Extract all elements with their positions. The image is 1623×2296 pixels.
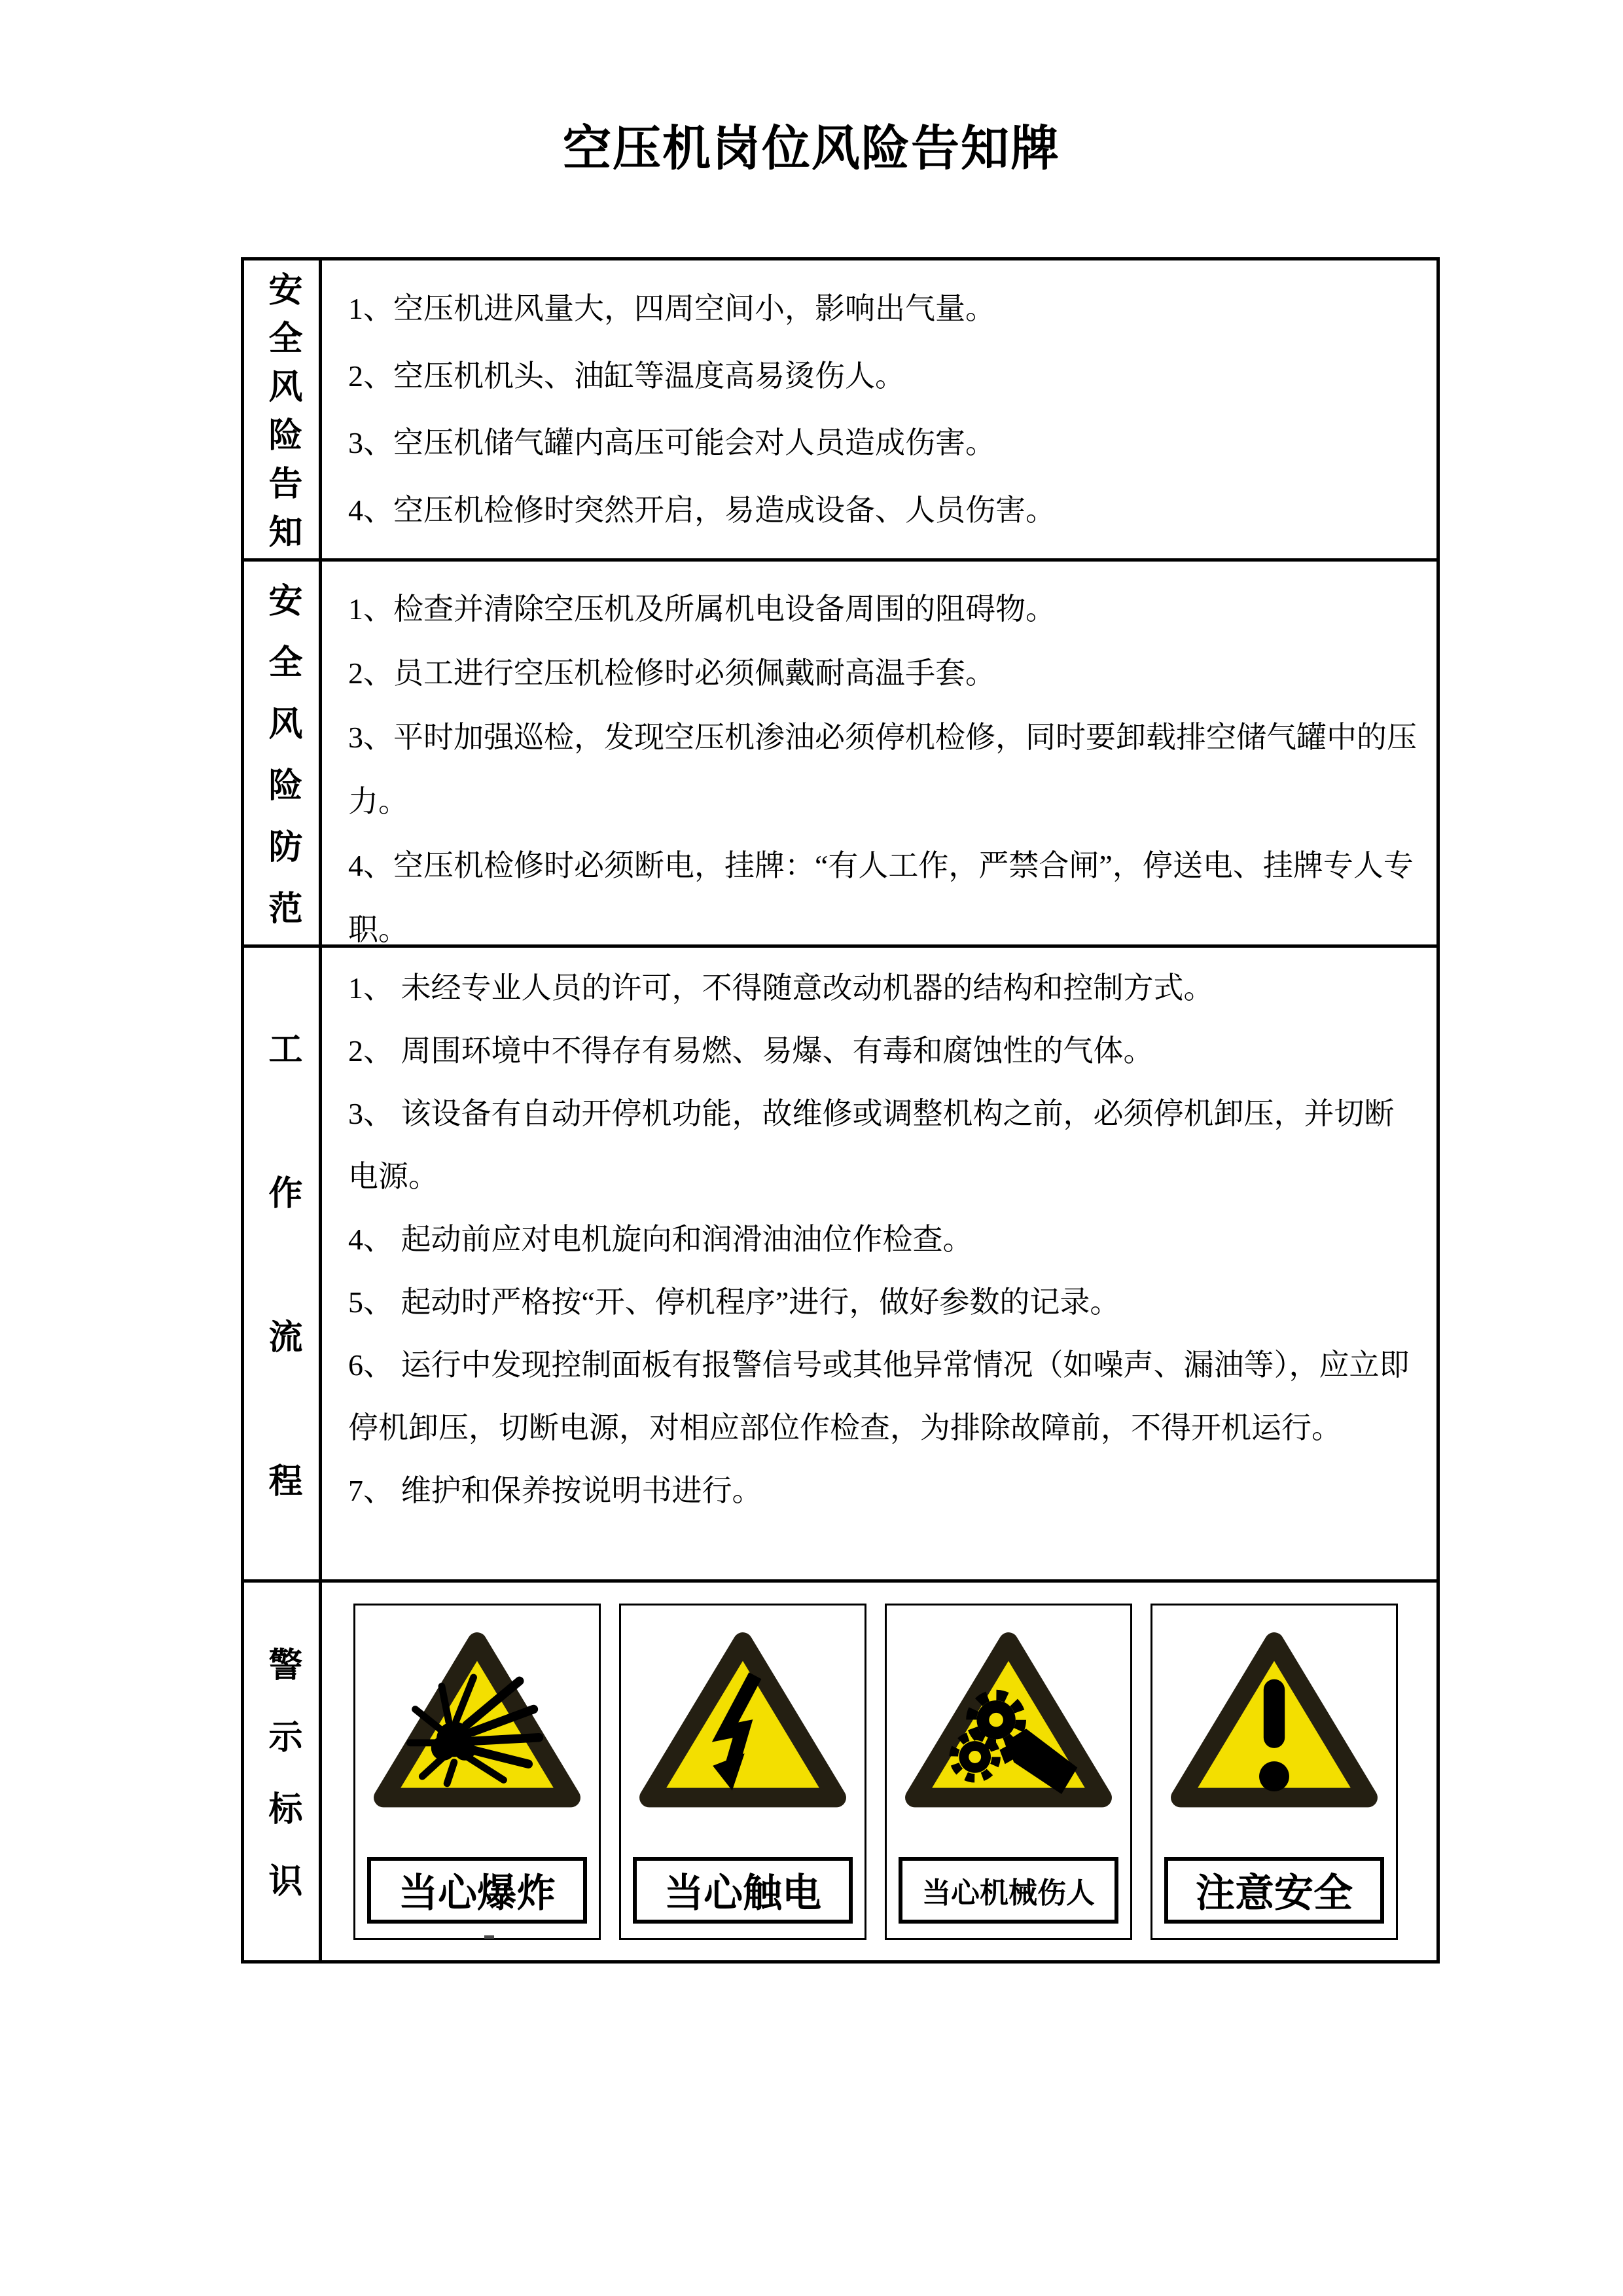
warning-sign-label: 当心触电	[633, 1857, 853, 1924]
list-item: 1、检查并清除空压机及所属机电设备周围的阻碍物。	[348, 592, 1056, 626]
list-item: 2、员工进行空压机检修时必须佩戴耐高温手套。	[348, 656, 995, 690]
list-item: 4、空压机检修时突然开启，易造成设备、人员伤害。	[348, 493, 1056, 527]
list-item: 1、 未经专业人员的许可，不得随意改动机器的结构和控制方式。	[348, 971, 1214, 1005]
row-body-work-process	[322, 948, 1436, 1579]
warning-sign-label: 当心机械伤人	[899, 1857, 1118, 1924]
warning-sign-label: 当心爆炸	[367, 1857, 587, 1924]
list-item: 6、 运行中发现控制面板有报警信号或其他异常情况（如噪声、漏油等），应立即停机卸压，切断电源，对相应部位作检查，为排除故障前，不得开机运行。	[348, 1348, 1410, 1444]
table-row-safety-risk-notice	[244, 260, 1436, 562]
row-body-safety-risk-prevention	[322, 562, 1436, 944]
risk-notice-table	[241, 257, 1440, 1964]
scan-artifact-dash	[484, 1935, 494, 1939]
row-header-label: 安全风险告知	[263, 271, 300, 562]
row-header-safety-risk-prevention	[244, 562, 322, 952]
list-item: 4、 起动前应对电机旋向和润滑油油位作检查。	[348, 1223, 973, 1256]
warning-sign-label: 注意安全	[1164, 1857, 1384, 1924]
electric-shock-icon	[637, 1624, 849, 1812]
page-title: 空压机岗位风险告知牌	[563, 122, 1060, 176]
list-item: 4、空压机检修时必须断电，挂牌：“有人工作，严禁合闸”，停送电、挂牌专人专职。	[348, 849, 1414, 946]
row-header-label: 安全风险防范	[263, 582, 300, 952]
row-header-warning-signs	[244, 1583, 322, 1960]
row-body-safety-risk-notice	[322, 260, 1436, 558]
table-row-work-process	[244, 948, 1436, 1607]
explosion-icon	[371, 1624, 583, 1812]
list-item: 5、 起动时严格按“开、停机程序”进行，做好参数的记录。	[348, 1285, 1120, 1319]
warning-sign-mechanical-injury	[885, 1604, 1132, 1940]
list-item: 3、 该设备有自动开停机功能，故维修或调整机构之前，必须停机卸压，并切断电源。	[348, 1097, 1395, 1193]
mechanical-injury-icon	[902, 1624, 1115, 1812]
list-item: 3、平时加强巡检，发现空压机渗油必须停机检修，同时要卸载排空储气罐中的压力。	[348, 721, 1417, 818]
table-row-warning-signs	[244, 1583, 1436, 1960]
list-item: 1、空压机进风量大，四周空间小，影响出气量。	[348, 292, 995, 325]
warning-sign-electric-shock	[619, 1604, 866, 1940]
warning-sign-explosion	[353, 1604, 601, 1940]
list-item: 2、 周围环境中不得存有易燃、易爆、有毒和腐蚀性的气体。	[348, 1034, 1154, 1067]
row-header-label: 警示标识	[263, 1646, 300, 1935]
table-row-safety-risk-prevention	[244, 562, 1436, 952]
general-warning-icon	[1168, 1624, 1380, 1812]
list-item: 2、空压机机头、油缸等温度高易烫伤人。	[348, 359, 905, 393]
row-header-work-process	[244, 948, 322, 1607]
row-body-warning-signs	[322, 1583, 1436, 1960]
list-item: 3、空压机储气罐内高压可能会对人员造成伤害。	[348, 426, 995, 459]
list-item: 7、 维护和保养按说明书进行。	[348, 1474, 762, 1507]
row-header-label: 工作流程	[263, 1030, 300, 1607]
warning-sign-general-caution	[1150, 1604, 1398, 1940]
row-header-safety-risk-notice	[244, 260, 322, 562]
